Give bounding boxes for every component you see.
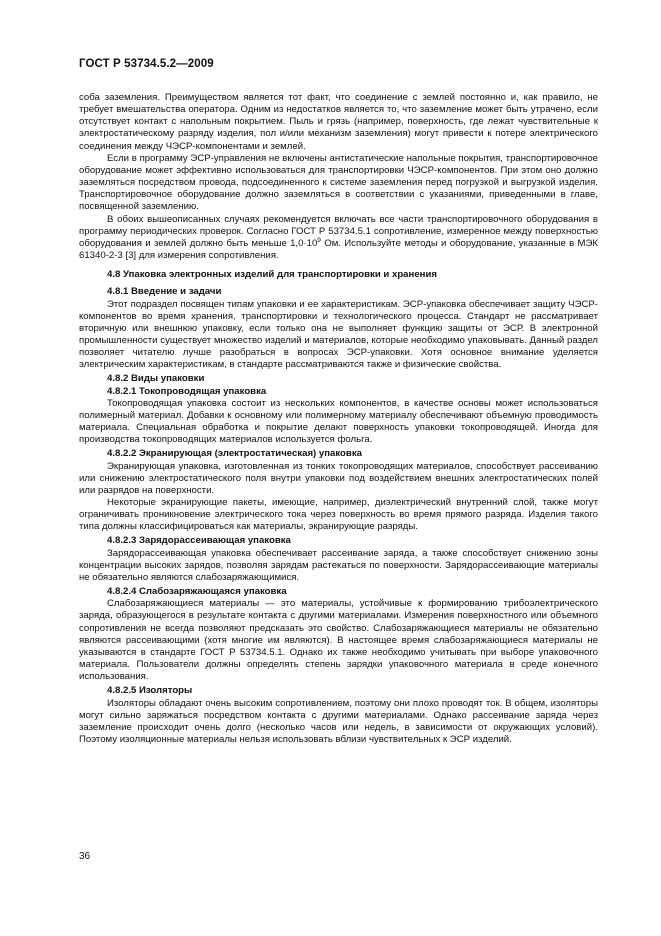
- exponent: 9: [317, 236, 321, 244]
- subsection-heading-4-8-2-3: 4.8.2.3 Зарядорассеивающая упаковка: [107, 535, 291, 547]
- paragraph: Токопроводящая упаковка состоит из нескольких компонентов, в качестве основы может использоваться полимерный материал. Добавки к основному или полимерному материалу обеспечивают объемную проводимость материала. Специальная обработка и покрытие делают поверхность упаковки токопроводящей. Иногда для производства токопроводящих материалов используется фольга.: [79, 397, 598, 446]
- subsection-heading-4-8-2-2: 4.8.2.2 Экранирующая (электростатическая) упаковка: [107, 448, 362, 460]
- paragraph: Этот подраздел посвящен типам упаковки и ее характеристикам. ЭСР-упаковка обеспечивает защиту ЧЭСР-компонентов во время хранения, транспортировки и технологического процесса. Стандарт не рассматривает вторичную или внешнюю упаковку, если только она не выполняет функцию защиты от ЭСР. В электронной промышленности существует множество изделий и материалов, которые необходимо упаковывать. Данный раздел позволяет читателю лучше разобраться в вопросах ЭСР-упаковки. Хотя основное внимание уделяется электрическим характеристикам, в стандарте рассматриваются также и физические свойства.: [79, 298, 598, 371]
- paragraph: Экранирующая упаковка, изготовленная из тонких токопроводящих материалов, способствует рассеиванию или снижению электростатического поля внутри упаковки под воздействием внешних электростатических полей или разрядов на поверхности.: [79, 460, 598, 496]
- document-body: [79, 92, 598, 746]
- paragraph: Некоторые экранирующие пакеты, имеющие, например, диэлектрический внутренний слой, также могут ограничивать проникновение электрического тока через поверхность во время прямого разряда. Изделия такого типа должны классифицироваться как материалы, экранирующие разряды.: [79, 497, 598, 533]
- paragraph: Если в программу ЭСР-управления не включены антистатические напольные покрытия, транспортировочное оборудование может эффективно использоваться для транспортировки ЧЭСР-компонентов. При этом оно должно заземляться посредством провода, подсоединенного к системе заземления перед погрузкой и выгрузкой изделия. Транспортировочное оборудование должно заземляться в соответствии с указаниями, приведенными в главе, посвященной заземлению.: [79, 152, 598, 213]
- standard-header: ГОСТ Р 53734.5.2—2009: [79, 58, 214, 70]
- paragraph: соба заземления. Преимуществом является тот факт, что соединение с землей постоянно и, как правило, не требует вмешательства оператора. Одним из недостатков является то, что заземление может быть утрачено, если отсутствует контакт с напольным покрытием. Пыль и грязь (например, поверхность, где лежат чувствительные к электростатическому разряду изделия, пол и/или механизм заземления) могут привести к потере электрического соединения между ЧЭСР-компонентами и землей.: [79, 92, 598, 152]
- paragraph: [79, 214, 598, 263]
- subsection-heading-4-8-2: 4.8.2 Виды упаковки: [107, 373, 205, 385]
- section-heading-4-8: 4.8 Упаковка электронных изделий для транспортировки и хранения: [107, 269, 437, 281]
- subsection-heading-4-8-1: 4.8.1 Введение и задачи: [107, 286, 222, 298]
- paragraph: Слабозаряжающиеся материалы — это материалы, устойчивые к формированию трибоэлектрического заряда, образующегося в результате контакта с другими материалами. Измерения поверхностного или объемного сопротивления не всегда позволяют предсказать это свойство. Слабозаряжающиеся материалы не обязательно являются рассеивающими (хотя многие им являются). В настоящее время слабозаряжающиеся материалы не указываются в стандарте ГОСТ Р 53734.5.1. Однако их также необходимо учитывать при выборе упаковочного материала. Пользователи должны определять степень зарядки упаковочного материала в среде конечного использования.: [79, 598, 598, 683]
- paragraph-text: Ом. Используйте методы и оборудование, указанные в МЭК 61340-2-3 [3] для измерения сопротивления.: [79, 237, 598, 262]
- paragraph: Зарядорассеивающая упаковка обеспечивает рассеивание заряда, а также способствует снижению зоны концентрации высоких зарядов, позволяя зарядам растекаться по поверхности. Зарядорассеивающие материалы не обязательно являются слабозаряжающимися.: [79, 547, 598, 583]
- paragraph: Изоляторы обладают очень высоким сопротивлением, поэтому они плохо проводят ток. В общем, изоляторы могут сильно заряжаться посредством контакта с другими материалами. Однако рассеивание заряда через заземление происходит очень долго (несколько часов или недель, в зависимости от окружающих условий). Поэтому изоляционные материалы нельзя использовать вблизи чувствительных к ЭСР изделий.: [79, 697, 598, 745]
- paragraph-text: В обоих вышеописанных случаях рекомендуется включать все части транспортировочного оборудования в программу периодических проверок. Согласно ГОСТ Р 53734.5.1 сопротивление, измеренное между поверхностью оборудования и землей должно быть меньше 1,0·10: [79, 213, 598, 249]
- page-number: 36: [79, 851, 91, 862]
- subsection-heading-4-8-2-5: 4.8.2.5 Изоляторы: [107, 685, 193, 697]
- subsection-heading-4-8-2-4: 4.8.2.4 Слабозаряжающаяся упаковка: [107, 586, 287, 598]
- subsection-heading-4-8-2-1: 4.8.2.1 Токопроводящая упаковка: [107, 385, 267, 397]
